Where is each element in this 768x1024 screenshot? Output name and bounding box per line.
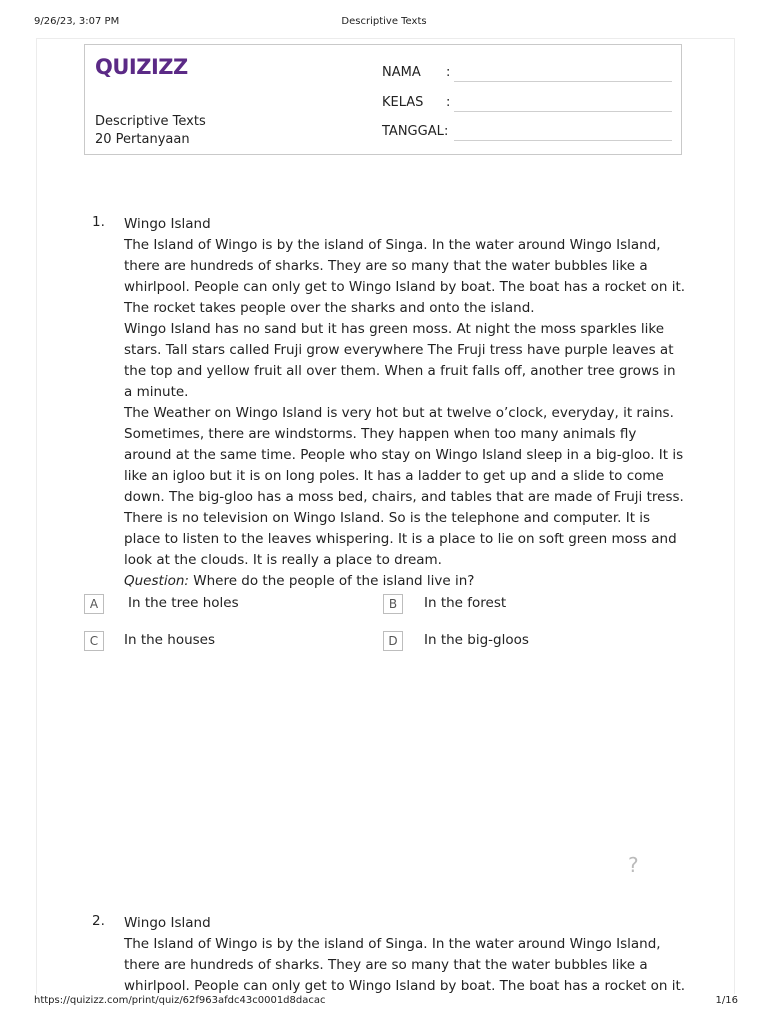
quizizz-logo: QUIZIZZ [95, 55, 188, 79]
field-colon: : [446, 65, 451, 80]
field-label: TANGGAL [382, 124, 444, 139]
option-b[interactable] [383, 594, 643, 616]
option-letter: A [84, 594, 104, 614]
option-letter: C [84, 631, 104, 651]
passage-paragraph: The Island of Wingo is by the island of Singa. In the water around Wingo Island, there are hundreds of sharks. They are so many that the water bubbles like a whirlpool. People can only get to Wingo Island by boat. The boat has a rocket on it. The rocket takes people over the sharks and onto the island. [124, 237, 686, 316]
print-url[interactable]: https://quizizz.com/print/quiz/62f963afdc43c0001d8dacac [34, 995, 326, 1006]
question-label: Question: [124, 573, 189, 589]
question-count: 20 Pertanyaan [95, 132, 190, 147]
option-text: In the forest [424, 595, 507, 611]
question-title: Wingo Island [124, 216, 211, 232]
field-label: NAMA [382, 65, 421, 80]
passage-paragraph: The Island of Wingo is by the island of Singa. In the water around Wingo Island, there are hundreds of sharks. They are so many that the water bubbles like a whirlpool. People can only get to Wingo Island by boat. The boat has a rocket on it. [124, 936, 686, 993]
field-label: KELAS [382, 95, 424, 110]
option-text: In the big-gloos [424, 632, 529, 648]
option-text: In the houses [124, 632, 216, 648]
question-text: Where do the people of the island live in? [193, 573, 475, 589]
quiz-title: Descriptive Texts [95, 114, 206, 129]
print-footer [0, 995, 768, 1009]
passage-paragraph: Wingo Island has no sand but it has green moss. At night the moss sparkles like stars. Tall stars called Fruji grow everywhere The Fruji tress have purple leaves at the top and yellow fruit all over them. When a fruit falls off, another tree grows in a minute. [124, 321, 676, 400]
print-datetime: 9/26/23, 3:07 PM [34, 16, 120, 27]
option-a[interactable] [84, 594, 344, 616]
question-title: Wingo Island [124, 915, 211, 931]
kelas-blank-line[interactable] [454, 111, 672, 112]
field-colon: : [446, 95, 451, 110]
help-question-icon[interactable]: ? [628, 853, 639, 877]
page-number: 1/16 [715, 995, 738, 1006]
tanggal-blank-line[interactable] [454, 140, 672, 141]
option-c[interactable] [84, 631, 344, 653]
question-2 [92, 913, 692, 993]
nama-blank-line[interactable] [454, 81, 672, 82]
passage-paragraph: The Weather on Wingo Island is very hot but at twelve o’clock, everyday, it rains. Sometimes, there are windstorms. They happen when too many animals fly around at the same time. People who stay on Wingo Island sleep in a big-gloo. It is like an igloo but it is on long poles. It has a ladder to get up and a slide to come down. The big-gloo has a moss bed, chairs, and tables that are made of Fruji tress. [124, 405, 684, 505]
option-letter: B [383, 594, 403, 614]
option-letter: D [383, 631, 403, 651]
print-title: Descriptive Texts [341, 16, 427, 27]
print-header [0, 16, 768, 30]
question-body [124, 214, 686, 592]
question-body [124, 913, 686, 993]
question-prompt [124, 571, 686, 592]
passage-paragraph: There is no television on Wingo Island. So is the telephone and computer. It is place to listen to the leaves whispering. It is a place to lie on soft green moss and look at the clouds. It is really a place to dream. [124, 510, 677, 568]
option-d[interactable] [383, 631, 643, 653]
quiz-header-box [84, 44, 682, 155]
question-number: 1. [92, 214, 105, 230]
option-text: In the tree holes [128, 595, 239, 611]
question-number: 2. [92, 913, 105, 929]
field-colon: : [444, 124, 449, 139]
